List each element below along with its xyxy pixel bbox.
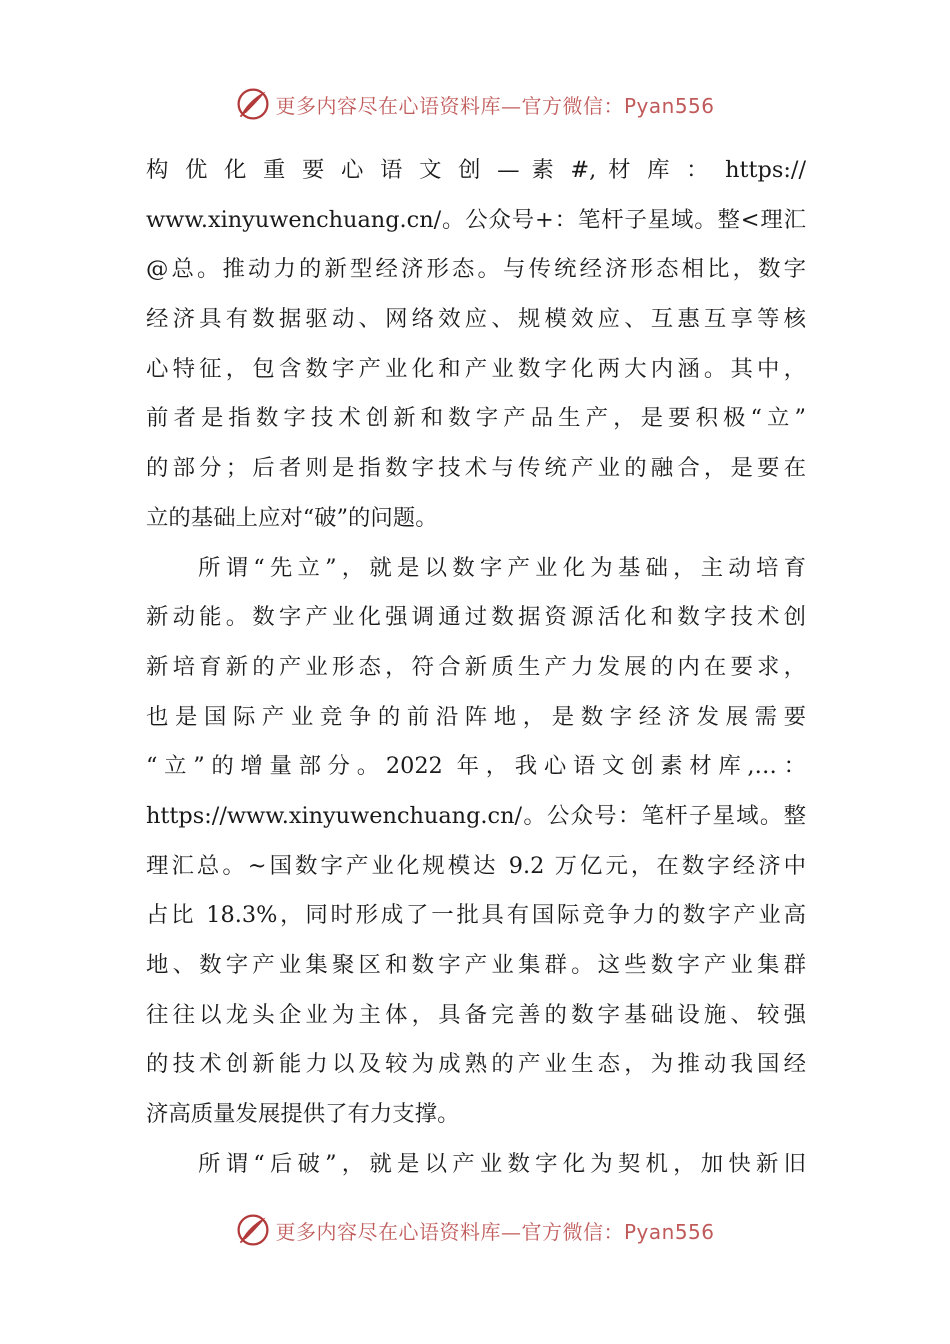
text-line: 前者是指数字技术创新和数字产品生产，是要积极“立” [146,405,806,432]
text-line: www.xinyuwenchuang.cn/。公众号+：笔杆子星域。整<理汇 [146,206,806,233]
text-line: 理汇总。~国数字产业化规模达 9.2 万亿元，在数字经济中 [146,852,806,879]
text-line: 立的基础上应对“破”的问题。 [146,504,438,531]
header-banner [0,84,950,124]
text-line: 新培育新的产业形态，符合新质生产力发展的内在要求， [146,653,806,680]
banner-handle: Pyan556 [623,1219,715,1244]
text-line: 所谓“先立”，就是以数字产业化为基础，主动培育 [198,554,806,581]
banner-label: 更多内容尽在心语资料库—官方微信： [275,1219,624,1244]
text-line: “立”的增量部分。2022 年，我心语文创素材库,…： [146,753,806,780]
text-line: 也是国际产业竞争的前沿阵地，是数字经济发展需要 [146,703,806,730]
text-line: 地、数字产业集聚区和数字产业集群。这些数字产业集群 [146,952,806,978]
quill-logo-icon [235,1212,271,1248]
text-line: 构 优 化 重 要 心 语 文 创 — 素 #, 材 库 ： https:// [146,157,806,183]
text-line: @总。推动力的新型经济形态。与传统经济形态相比，数字 [146,256,806,283]
text-line: 往往以龙头企业为主体，具备完善的数字基础设施、较强 [146,1001,806,1028]
document-body [146,146,806,1189]
banner-handle: Pyan556 [623,93,715,118]
banner-text [275,90,714,119]
text-line: https://www.xinyuwenchuang.cn/。公众号：笔杆子星域。整 [146,802,806,829]
text-line: 所谓“后破”，就是以产业数字化为契机，加快新旧 [198,1150,806,1177]
quill-logo-icon [235,86,271,122]
footer-banner [0,1210,950,1250]
text-line: 济高质量发展提供了有力支撑。 [146,1101,460,1128]
banner-text [275,1216,714,1245]
text-line: 心特征，包含数字产业化和产业数字化两大内涵。其中， [146,355,806,382]
text-line: 的部分；后者则是指数字技术与传统产业的融合，是要在 [146,455,806,482]
text-line: 占比 18.3%，同时形成了一批具有国际竞争力的数字产业高 [146,902,806,929]
text-line: 经济具有数据驱动、网络效应、规模效应、互惠互享等核 [146,306,806,333]
text-line: 的技术创新能力以及较为成熟的产业生态，为推动我国经 [146,1051,806,1078]
text-line: 新动能。数字产业化强调通过数据资源活化和数字技术创 [146,604,806,631]
banner-label: 更多内容尽在心语资料库—官方微信： [275,93,624,118]
